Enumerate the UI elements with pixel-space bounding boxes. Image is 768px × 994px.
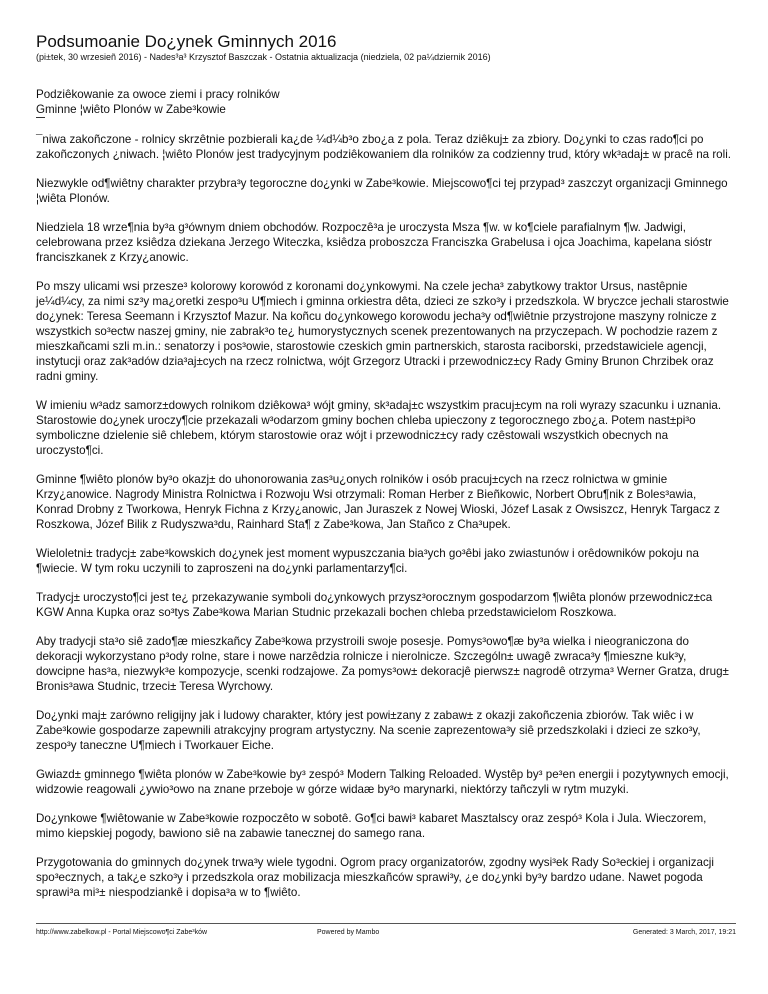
intro-line-2: Gminne ¦wiêto Plonów w Zabe³kowie <box>36 103 226 116</box>
footer-generated-date: Generated: 3 March, 2017, 19:21 <box>632 929 736 936</box>
article-title: Podsumoanie Do¿ynek Gminnych 2016 <box>36 32 337 51</box>
paragraph-13: Przygotowania do gminnych do¿ynek trwa³y wiele tygodni. Ogrom pracy organizatorów, zgodny wysi³ek Rady So³eckiej i organizacji spo³ecznych, a tak¿e szko³y i przedszkola oraz mobilizacja mieszkañców sprawi³y, ¿e do¿ynki by³y bardzo udane. Nawet pogoda sprawi³a mi³± niespodziankê i dopisa³a w to ¶wiêto. <box>36 856 714 899</box>
paragraph-11: Gwiazd± gminnego ¶wiêta plonów w Zabe³kowie by³ zespó³ Modern Talking Reloaded. Wystêp by³ pe³en energii i pozytywnych emocji, widzowie reagowali ¿ywio³owo na znane przeboje w górze widaæ by³o marynarki, niektórzy tañczyli w rytm muzyki. <box>36 768 729 796</box>
paragraph-7: Wieloletni± tradycj± zabe³kowskich do¿ynek jest moment wypuszczania bia³ych go³êbi jako zwiastunów i orêdowników pokoju na ¶wiecie. W tym roku uczynili to zaproszeni na do¿ynki parlamentarzy¶ci. <box>36 547 699 575</box>
paragraph-12: Do¿ynkowe ¶wiêtowanie w Zabe³kowie rozpoczêto w sobotê. Go¶ci bawi³ kabaret Masztalscy oraz zespó³ Kola i Jula. Wieczorem, mimo kiepskiej pogody, bawiono siê na zabawie tanecznej do samego rana. <box>36 812 707 840</box>
intro-divider <box>36 117 45 118</box>
paragraph-10: Do¿ynki maj± zarówno religijny jak i ludowy charakter, który jest powi±zany z zabaw± z okazji zakoñczenia zbiorów. Tak wiêc i w Zabe³kowie gospodarze zapewnili atrakcyjny program artystyczny. Na scenie zaprezentowa³y siê przedszkolaki i dzieci ze szko³y, zespo³y taneczne U¶miech i Tworkauer Eiche. <box>36 709 701 752</box>
article-content <box>36 87 736 900</box>
paragraph-4: Po mszy ulicami wsi przesze³ kolorowy korowód z koronami do¿ynkowymi. Na czele jecha³ zabytkowy traktor Ursus, nastêpnie je¼d¼cy, za nimi sz³y ma¿oretki zespo³u U¶miech i gminna orkiestra dêta, dzieci ze szko³y i przedszkola. W bryczce jechali starostwie do¿ynek: Teresa Seemann i Krzysztof Mazur. Na koñcu do¿ynkowego korowodu jecha³y od¶wiêtnie przystrojone maszyny rolnicze z wszystkich so³ectw naszej gminy, nie zabrak³o te¿ humorystycznych scenek prezentowanych na przyczepach. W pochodzie razem z mieszkañcami szli m.in.: senatorzy i pos³owie, starostowie czeskich gmin partnerskich, starosta raciborski, przedstawiciele agencji, instytucji oraz zak³adów dzia³aj±cych na rzecz rolnictwa, wójt Grzegorz Utracki i przewodnicz±cy Rady Gminy Brunon Chrzibek oraz radni gminy. <box>36 280 729 383</box>
page-footer <box>36 923 736 936</box>
paragraph-6: Gminne ¶wiêto plonów by³o okazj± do uhonorowania zas³u¿onych rolników i osób pracuj±cych na rzecz rolnictwa w gminie Krzy¿anowice. Nagrody Ministra Rolnictwa i Rozwoju Wsi otrzymali: Roman Herber z Bieñkowic, Norbert Obru¶nik z Boles³awia, Konrad Drobny z Tworkowa, Henryk Fichna z Krzy¿anowic, Jan Juraszek z Nowej Wioski, Józef Lasak z Owsiszcz, Henryk Targacz z Roszkowa, Józef Bilik z Rudyszwa³du, Rainhard Sta¶ z Zabe³kowa, Jan Stañco z Cha³upek. <box>36 473 720 531</box>
paragraph-5: W imieniu w³adz samorz±dowych rolnikom dziêkowa³ wójt gminy, sk³adaj±c wszystkim pracuj±cym na roli wyrazy szacunku i uznania. Starostowie do¿ynek uroczy¶cie przekazali w³odarzom gminy bochen chleba upieczony z tegorocznego zbo¿a. Potem nast±pi³o symboliczne dzielenie siê chlebem, którym starostowie oraz wójt i przewodnicz±cy rady czêstowali wszystkich obecnych na uroczysto¶ci. <box>36 399 722 457</box>
paragraph-3: Niedziela 18 wrze¶nia by³a g³ównym dniem obchodów. Rozpoczê³a je uroczysta Msza ¶w. w ko¶ciele parafialnym ¶w. Jadwigi, celebrowana przez ksiêdza dziekana Jerzego Witeczka, ksiêdza proboszcza Franciszka Grabelusa i ojca Joachima, kapelana sióstr franciszkanek z Krzy¿anowic. <box>36 221 712 264</box>
footer-site-link[interactable]: http://www.zabelkow.pl - Portal Miejscowo¶ci Zabe³ków <box>36 929 208 936</box>
article-page <box>36 32 736 914</box>
article-intro <box>36 87 736 118</box>
intro-line-1: Podziêkowanie za owoce ziemi i pracy rolników <box>36 88 280 101</box>
footer-powered-by: Powered by Mambo <box>317 929 380 936</box>
paragraph-9: Aby tradycji sta³o siê zado¶æ mieszkañcy Zabe³kowa przystroili swoje posesje. Pomys³owo¶æ by³a wielka i nieograniczona do dekoracji wykorzystano p³ody rolne, stare i nowe narzêdzia rolnicze i nierolnicze. Szczególn± uwagê zwraca³y ¶mieszne kuk³y, dowcipne has³a, niezwyk³e kompozycje, scenki rodzajowe. Za pomys³ow± dekoracjê pierwsz± nagrodê otrzyma³ Werner Gratza, drug± Bronis³awa Studnic, trzeci± Teresa Wyrchowy. <box>36 635 729 693</box>
paragraph-1: ¯niwa zakoñczone - rolnicy skrzêtnie pozbierali ka¿de ¼d¼b³o zbo¿a z pola. Teraz dziêkuj± za zbiory. Do¿ynki to czas rado¶ci po zakoñczonych ¿niwach. ¦wiêto Plonów jest tradycyjnym podziêkowaniem dla rolników za codzienny trud, który wk³adaj± w pracê na roli. <box>36 133 732 161</box>
paragraph-8: Tradycj± uroczysto¶ci jest te¿ przekazywanie symboli do¿ynkowych przysz³orocznym gospodarzom ¶wiêta plonów przewodnicz±ca KGW Anna Kupka oraz so³tys Zabe³kowa Marian Studnic przekazali bochen chleba przedstawicielom Roszkowa. <box>36 591 713 619</box>
paragraph-2: Niezwykle od¶wiêtny charakter przybra³y tegoroczne do¿ynki w Zabe³kowie. Miejscowo¶ci tej przypad³ zaszczyt organizacji Gminnego ¦wiêta Plonów. <box>36 177 728 205</box>
article-meta: (pi±tek, 30 wrzesieñ 2016) - Nades³a³ Krzysztof Baszczak - Ostatnia aktualizacja (niedziela, 02 pa¼dziernik 2016) <box>36 52 491 62</box>
